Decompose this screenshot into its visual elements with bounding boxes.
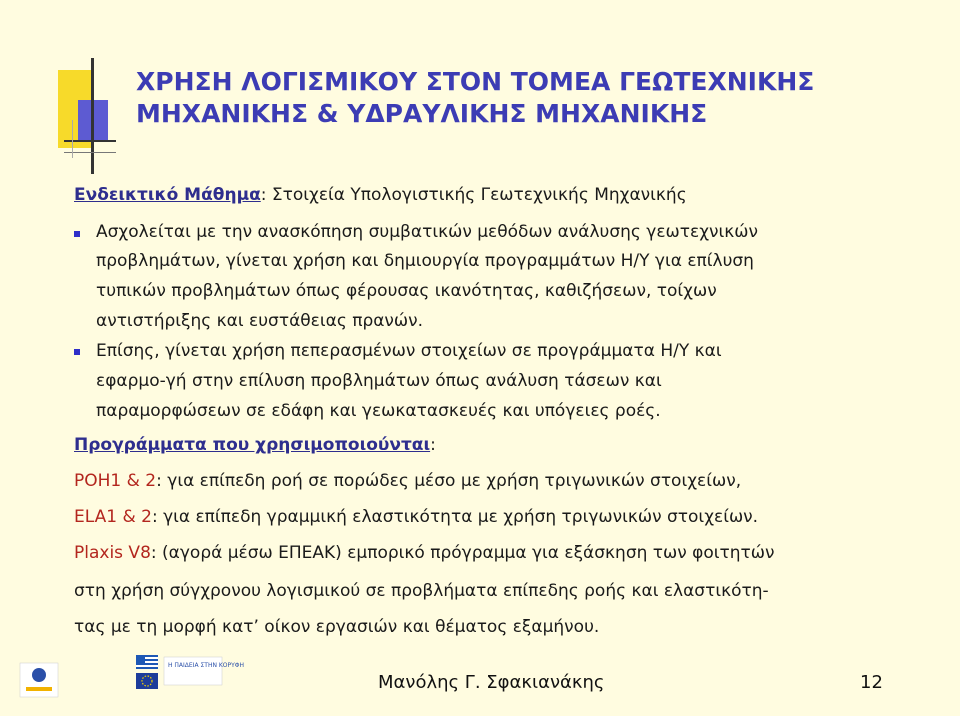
bullet-square-icon [74, 231, 80, 237]
title-line-1: ΧΡΗΣΗ ΛΟΓΙΣΜΙΚΟΥ ΣΤΟΝ ΤΟΜΕΑ ΓΕΩΤΕΧΝΙΚΗΣ [136, 67, 815, 96]
slide-title [136, 66, 936, 130]
program-name: ELA1 & 2 [74, 507, 152, 527]
olympic-logo-icon [20, 663, 58, 697]
bullet1-line-3: τυπικών προβλημάτων όπως φέρουσας ικανότητας, καθιζήσεων, τοίχων [96, 281, 717, 301]
bullet2-line-2: εφαρμο-γή στην επίλυση προβλημάτων όπως ανάλυση τάσεων και [96, 371, 662, 391]
course-label: Ενδεικτικό Μάθημα [74, 185, 261, 205]
bullet1-line-1: Ασχολείται με την ανασκόπηση συμβατικών μεθόδων ανάλυσης γεωτεχνικών [96, 222, 759, 242]
bullet2-line-3: παραμορφώσεων σε εδάφη και γεωκατασκευές και υπόγειες ροές. [96, 401, 661, 421]
program-cont-line-1: στη χρήση σύγχρονου λογισμικού σε προβλήματα επίπεδης ροής και ελαστικότη- [74, 581, 769, 601]
program-logo-icon [164, 657, 244, 685]
program-line-1 [74, 471, 741, 491]
program-desc: : (αγορά μέσω ΕΠΕΑΚ) εμπορικό πρόγραμμα για εξάσκηση των φοιτητών [150, 543, 775, 563]
program-name: ΡΟΗ1 & 2 [74, 471, 157, 491]
programs-label: Προγράμματα που χρησιμοποιούνται [74, 435, 431, 455]
course-name: Στοιχεία Υπολογιστικής Γεωτεχνικής Μηχανικής [266, 185, 687, 205]
program-name: Plaxis V8 [74, 543, 151, 563]
decor-grey-line [72, 120, 73, 158]
program-desc: : για επίπεδη ροή σε πορώδες μέσο με χρήση τριγωνικών στοιχείων, [156, 471, 742, 491]
bullet-square-icon [74, 349, 80, 355]
logo-text: Η ΠΑΙΔΕΙΑ ΣΤΗΝ ΚΟΡΥΦΗ [168, 662, 245, 669]
footer-logos [18, 653, 245, 703]
course-sep: : [260, 185, 267, 205]
program-line-2 [74, 507, 758, 527]
decor-vertical-line [91, 58, 94, 174]
title-line-2: ΜΗΧΑΝΙΚΗΣ & ΥΔΡΑΥΛΙΚΗΣ ΜΗΧΑΝΙΚΗΣ [136, 99, 708, 128]
program-desc: : για επίπεδη γραμμική ελαστικότητα με χρήση τριγωνικών στοιχείων. [151, 507, 759, 527]
greek-flag-icon [136, 655, 158, 669]
program-line-3 [74, 543, 775, 563]
bullet1-line-2: προβλημάτων, γίνεται χρήση και δημιουργία προγραμμάτων Η/Υ για επίλυση [96, 251, 754, 271]
page-number: 12 [860, 672, 883, 693]
programs-heading-line [74, 435, 436, 455]
bullet2-line-1: Επίσης, γίνεται χρήση πεπερασμένων στοιχείων σε προγράμματα Η/Υ και [96, 341, 722, 361]
course-line [74, 185, 687, 205]
eu-flag-icon [136, 673, 158, 689]
bullet1-line-4: αντιστήριξης και ευστάθειας πρανών. [96, 311, 424, 331]
program-cont-line-2: τας με τη μορφή κατ’ οίκον εργασιών και θέματος εξαμήνου. [74, 617, 600, 637]
footer-author: Μανόλης Γ. Σφακιανάκης [378, 672, 605, 693]
programs-sep: : [430, 435, 436, 455]
